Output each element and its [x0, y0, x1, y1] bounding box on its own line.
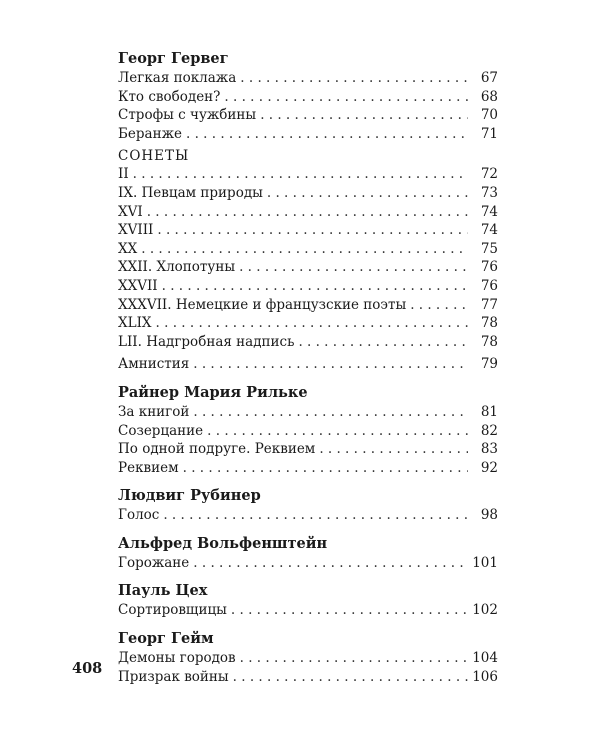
toc-entry[interactable] — [118, 601, 498, 620]
entry-page: 102 — [472, 602, 498, 619]
entry-page: 67 — [480, 70, 498, 86]
entry-title: По одной подруге. Реквием — [118, 441, 316, 458]
author-heading: Георг Гервег — [118, 50, 229, 67]
entry-title: Строфы с чужбины — [118, 107, 257, 124]
toc-entry[interactable] — [118, 649, 498, 668]
author-heading: Людвиг Рубинер — [118, 487, 261, 505]
author-heading: Георг Гейм — [118, 630, 214, 648]
leader-dots — [224, 88, 468, 107]
toc-entry[interactable] — [118, 125, 498, 144]
toc-entry[interactable] — [118, 440, 498, 459]
entry-page: 92 — [480, 459, 498, 476]
toc-entry[interactable] — [118, 554, 498, 573]
author-heading: Пауль Цех — [118, 582, 208, 600]
toc-entry[interactable] — [118, 459, 498, 478]
leader-dots — [193, 355, 468, 374]
entry-title: Созерцание — [118, 422, 204, 439]
leader-dots — [410, 296, 468, 315]
entry-page: 74 — [480, 203, 498, 220]
toc-entry[interactable] — [118, 314, 498, 333]
leader-dots — [267, 184, 468, 203]
toc-entry[interactable] — [118, 422, 498, 441]
entry-page: 74 — [480, 222, 498, 239]
leader-dots — [183, 459, 468, 478]
entry-page: 78 — [480, 315, 498, 332]
entry-title: XLIX — [118, 315, 152, 332]
leader-dots — [147, 203, 468, 222]
entry-title: LII. Надгробная надпись — [118, 333, 295, 350]
entry-page: 68 — [480, 88, 498, 105]
leader-dots — [240, 649, 468, 668]
entry-title: Сортировщицы — [118, 602, 227, 619]
entry-title: XXII. Хлопотуны — [118, 259, 236, 276]
leader-dots — [239, 258, 468, 277]
entry-page: 76 — [480, 259, 498, 276]
entry-title: За книгой — [118, 403, 190, 420]
toc-entry[interactable] — [118, 106, 498, 125]
entry-title: Беранже — [118, 125, 183, 142]
leader-dots — [260, 106, 468, 125]
leader-dots — [193, 403, 468, 422]
leader-dots — [231, 601, 468, 620]
author-heading: Райнер Мария Рильке — [118, 383, 308, 401]
entry-page: 82 — [480, 422, 498, 439]
leader-dots — [186, 125, 468, 144]
toc-entry[interactable] — [118, 165, 498, 184]
entry-title: Кто свободен? — [118, 88, 221, 105]
leader-dots — [141, 240, 468, 259]
toc-entry[interactable] — [118, 296, 498, 315]
leader-dots — [157, 221, 468, 240]
entry-page: 70 — [480, 107, 498, 124]
entry-page: 77 — [480, 296, 498, 313]
entry-title: Горожане — [118, 554, 190, 571]
leader-dots — [298, 333, 468, 352]
entry-title: XVI — [118, 203, 143, 220]
toc-entry[interactable] — [118, 277, 498, 296]
leader-dots — [193, 554, 468, 573]
toc-entry[interactable] — [118, 221, 498, 240]
entry-title: XVIII — [118, 222, 154, 239]
section-heading: СОНЕТЫ — [118, 148, 190, 165]
entry-page: 104 — [472, 650, 498, 667]
entry-title: Амнистия — [118, 356, 190, 373]
entry-page: 75 — [480, 240, 498, 257]
toc-entry[interactable] — [118, 184, 498, 203]
entry-page: 79 — [480, 356, 498, 373]
page-number: 408 — [72, 660, 103, 677]
leader-dots — [319, 440, 468, 459]
entry-title: IX. Певцам природы — [118, 184, 263, 201]
toc-entry[interactable] — [118, 240, 498, 259]
entry-page: 78 — [480, 333, 498, 350]
toc-entry[interactable] — [118, 333, 498, 352]
entry-title: XXVII — [118, 277, 158, 294]
leader-dots — [163, 506, 468, 525]
leader-dots — [233, 668, 468, 687]
leader-dots — [162, 277, 468, 296]
entry-page: 71 — [480, 125, 498, 142]
entry-page: 73 — [480, 184, 498, 201]
entry-title: Призрак войны — [118, 668, 229, 685]
entry-page: 72 — [480, 166, 498, 183]
entry-title: XXXVII. Немецкие и французские поэты — [118, 296, 407, 313]
entry-title: II — [118, 166, 129, 183]
leader-dots — [156, 314, 468, 333]
toc-entry[interactable] — [118, 203, 498, 222]
entry-page: 106 — [472, 668, 498, 685]
entry-title: Легкая поклажа — [118, 70, 237, 86]
entry-page: 98 — [480, 507, 498, 524]
entry-page: 83 — [480, 441, 498, 458]
toc-entry[interactable] — [118, 668, 498, 687]
toc-entry[interactable] — [118, 69, 498, 88]
entry-title: XX — [118, 240, 138, 257]
toc-entry[interactable] — [118, 506, 498, 525]
toc-entry[interactable] — [118, 355, 498, 374]
leader-dots — [207, 422, 468, 441]
entry-page: 76 — [480, 277, 498, 294]
entry-page: 101 — [472, 554, 498, 571]
toc-entry[interactable] — [118, 88, 498, 107]
leader-dots — [240, 69, 468, 88]
entry-title: Демоны городов — [118, 650, 236, 667]
entry-title: Реквием — [118, 459, 179, 476]
table-of-contents — [118, 50, 498, 686]
toc-entry[interactable] — [118, 258, 498, 277]
entry-title: Голос — [118, 507, 160, 524]
leader-dots — [133, 165, 468, 184]
toc-entry[interactable] — [118, 403, 498, 422]
entry-page: 81 — [480, 403, 498, 420]
author-heading: Альфред Вольфенштейн — [118, 534, 328, 552]
